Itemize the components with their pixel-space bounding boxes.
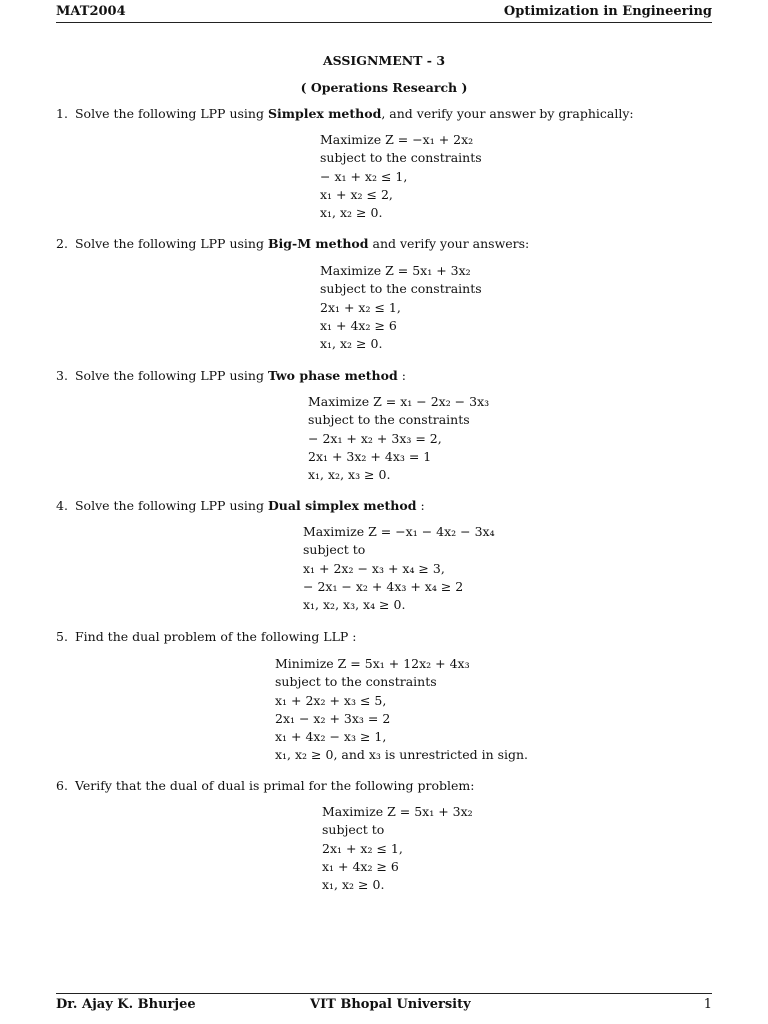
constraints-label: subject to [322,822,385,838]
constraints-label: subject to [303,542,366,558]
page-footer [56,993,712,1015]
question-method: Two phase method [267,368,398,383]
question-text-end: : [397,368,406,383]
nonnegativity: x₁, x₂ ≥ 0. [320,205,383,221]
question-text: Solve the following LPP using [74,106,264,121]
question-text-end: and verify your answers: [368,236,530,251]
question-number: 2. [56,236,68,251]
problem-2 [320,262,482,353]
constraint: x₁ + x₂ ≤ 2, [320,186,393,202]
constraint: x₁ + 2x₂ + x₃ ≤ 5, [275,692,387,708]
author-name: Dr. Ajay K. Bhurjee [56,997,196,1012]
question-6 [56,778,474,793]
question-method: Dual simplex method [267,498,417,513]
question-text: Solve the following LPP using [74,498,264,513]
question-2 [56,236,529,251]
constraint: − x₁ + x₂ ≤ 1, [320,168,408,184]
constraint: − 2x₁ − x₂ + 4x₃ + x₄ ≥ 2 [303,578,464,594]
problem-6 [322,803,473,894]
question-text: Verify that the dual of dual is primal for the following problem: [74,778,475,793]
constraints-label: subject to the constraints [308,412,470,428]
constraint: x₁ + 4x₂ ≥ 6 [322,858,399,874]
sign-restrictions: x₁, x₂ ≥ 0, and x₃ is unrestricted in sign. [275,747,529,763]
page-header [56,4,712,23]
nonnegativity: x₁, x₂ ≥ 0. [320,336,383,352]
assignment-subtitle: ( Operations Research ) [300,80,468,95]
course-title: Optimization in Engineering [503,4,712,19]
constraint: x₁ + 4x₂ ≥ 6 [320,317,397,333]
question-number: 3. [56,368,68,383]
problem-3 [308,393,489,484]
objective: Maximize Z = x₁ − 2x₂ − 3x₃ [308,394,490,409]
question-number: 6. [56,778,68,793]
objective: Minimize Z = 5x₁ + 12x₂ + 4x₃ [275,656,470,671]
constraints-label: subject to the constraints [320,281,482,297]
nonnegativity: x₁, x₂ ≥ 0. [322,877,385,893]
constraint: 2x₁ + 3x₂ + 4x₃ = 1 [308,448,432,464]
question-text: Solve the following LPP using [74,368,264,383]
objective: Maximize Z = −x₁ − 4x₂ − 3x₄ [303,524,495,539]
question-5 [56,629,357,644]
institution-name: VIT Bhopal University [310,997,471,1012]
objective: Maximize Z = 5x₁ + 3x₂ [322,804,473,819]
problem-1 [320,131,482,222]
question-text-end: , and verify your answer by graphically: [381,106,634,121]
nonnegativity: x₁, x₂, x₃ ≥ 0. [308,467,391,483]
page-number: 1 [703,997,712,1012]
constraints-label: subject to the constraints [320,150,482,166]
problem-4 [303,523,495,614]
objective: Maximize Z = −x₁ + 2x₂ [320,132,474,147]
assignment-title: ASSIGNMENT - 3 [322,53,446,68]
question-number: 1. [56,106,68,121]
question-method: Simplex method [267,106,382,121]
course-code: MAT2004 [56,4,126,19]
constraint: − 2x₁ + x₂ + 3x₃ = 2, [308,430,442,446]
problem-5 [275,655,528,765]
constraints-label: subject to the constraints [275,674,437,690]
question-number: 5. [56,629,68,644]
question-number: 4. [56,498,68,513]
question-text: Find the dual problem of the following LLP : [74,629,357,644]
question-1 [56,106,634,121]
constraint: 2x₁ + x₂ ≤ 1, [322,840,403,856]
constraint: x₁ + 4x₂ − x₃ ≥ 1, [275,729,387,745]
question-text: Solve the following LPP using [74,236,264,251]
objective: Maximize Z = 5x₁ + 3x₂ [320,263,471,278]
question-text-end: : [416,498,425,513]
question-4 [56,498,425,513]
constraint: x₁ + 2x₂ − x₃ + x₄ ≥ 3, [303,560,445,576]
nonnegativity: x₁, x₂, x₃, x₄ ≥ 0. [303,597,406,613]
constraint: 2x₁ − x₂ + 3x₃ = 2 [275,710,391,726]
constraint: 2x₁ + x₂ ≤ 1, [320,299,401,315]
question-3 [56,368,406,383]
question-method: Big-M method [267,236,369,251]
